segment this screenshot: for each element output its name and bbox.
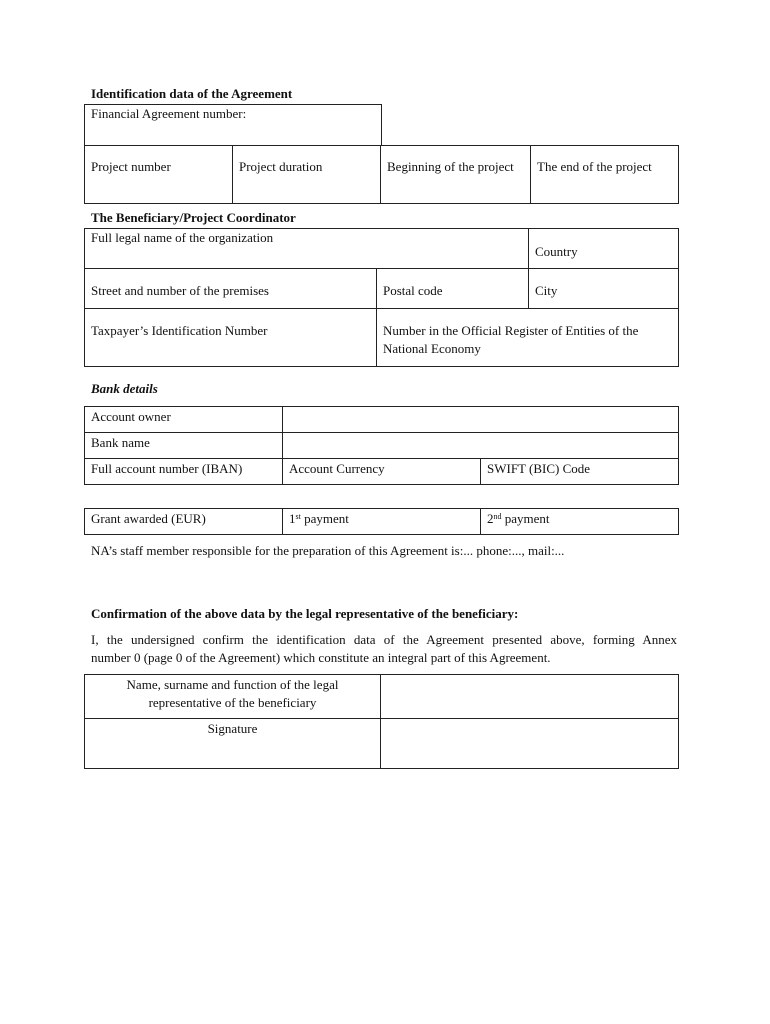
postal-code-label: Postal code bbox=[383, 283, 443, 298]
financial-agreement-number-cell[interactable] bbox=[85, 105, 382, 146]
confirmation-line-1: I, the undersigned confirm the identification data of the Agreement presented above, forming Annex bbox=[91, 632, 677, 647]
bank-name-label: Bank name bbox=[91, 435, 150, 450]
name-label-cell bbox=[85, 675, 381, 719]
confirmation-paragraph bbox=[91, 631, 677, 667]
grant-awarded-cell[interactable] bbox=[85, 509, 283, 535]
project-number-cell[interactable] bbox=[85, 146, 233, 204]
first-payment-number: 1 bbox=[289, 511, 296, 526]
account-owner-value-cell[interactable] bbox=[283, 407, 679, 433]
signature-value-cell[interactable] bbox=[381, 719, 679, 769]
project-table bbox=[84, 145, 679, 204]
project-beginning-label: Beginning of the project bbox=[387, 159, 514, 174]
official-register-label: Number in the Official Register of Entities of the National Economy bbox=[383, 323, 639, 356]
project-end-cell[interactable] bbox=[531, 146, 679, 204]
full-legal-name-label: Full legal name of the organization bbox=[91, 230, 274, 245]
bank-details-title: Bank details bbox=[91, 381, 158, 396]
street-cell[interactable] bbox=[85, 269, 377, 309]
country-cell[interactable] bbox=[529, 229, 679, 269]
city-label: City bbox=[535, 283, 558, 298]
agreement-number-table bbox=[84, 104, 382, 146]
street-label: Street and number of the premises bbox=[91, 283, 269, 298]
bank-table bbox=[84, 406, 679, 485]
bank-name-value-cell[interactable] bbox=[283, 433, 679, 459]
taxpayer-id-cell[interactable] bbox=[85, 309, 377, 367]
bank-name-label-cell bbox=[85, 433, 283, 459]
account-number-cell[interactable] bbox=[85, 459, 283, 485]
staff-note: NA’s staff member responsible for the preparation of this Agreement is:... phone:..., mail:... bbox=[91, 543, 565, 558]
second-payment-cell[interactable] bbox=[481, 509, 679, 535]
country-label: Country bbox=[535, 244, 578, 259]
project-end-label: The end of the project bbox=[537, 159, 652, 174]
grant-table bbox=[84, 508, 679, 535]
first-payment-label: payment bbox=[300, 511, 349, 526]
confirmation-line-2: number 0 (page 0 of the Agreement) which constitute an integral part of this Agreement. bbox=[91, 650, 551, 665]
name-surname-function-label: Name, surname and function of the legal representative of the beneficiary bbox=[126, 677, 339, 710]
grant-awarded-label: Grant awarded (EUR) bbox=[91, 511, 206, 526]
beneficiary-table bbox=[84, 228, 679, 367]
account-number-label: Full account number (IBAN) bbox=[91, 461, 243, 476]
signature-label-cell bbox=[85, 719, 381, 769]
second-payment-number: 2 bbox=[487, 511, 494, 526]
project-beginning-cell[interactable] bbox=[381, 146, 531, 204]
second-payment-suffix: nd bbox=[493, 512, 502, 521]
swift-cell[interactable] bbox=[481, 459, 679, 485]
project-duration-cell[interactable] bbox=[233, 146, 381, 204]
financial-agreement-number-label: Financial Agreement number: bbox=[91, 106, 247, 121]
first-payment-suffix: st bbox=[295, 512, 301, 521]
official-register-cell[interactable] bbox=[377, 309, 679, 367]
taxpayer-id-label: Taxpayer’s Identification Number bbox=[91, 323, 268, 338]
account-owner-label-cell bbox=[85, 407, 283, 433]
project-number-label: Project number bbox=[91, 159, 171, 174]
signature-table bbox=[84, 674, 679, 769]
full-legal-name-cell[interactable] bbox=[85, 229, 529, 269]
first-payment-cell[interactable] bbox=[283, 509, 481, 535]
section-identification-title: Identification data of the Agreement bbox=[91, 86, 293, 101]
account-currency-cell[interactable] bbox=[283, 459, 481, 485]
second-payment-label: payment bbox=[501, 511, 550, 526]
confirmation-title: Confirmation of the above data by the legal representative of the beneficiary: bbox=[91, 606, 519, 621]
postal-code-cell[interactable] bbox=[377, 269, 529, 309]
section-beneficiary-title: The Beneficiary/Project Coordinator bbox=[91, 210, 296, 225]
name-value-cell[interactable] bbox=[381, 675, 679, 719]
city-cell[interactable] bbox=[529, 269, 679, 309]
account-currency-label: Account Currency bbox=[289, 461, 385, 476]
project-duration-label: Project duration bbox=[239, 159, 323, 174]
swift-label: SWIFT (BIC) Code bbox=[487, 461, 591, 476]
signature-label: Signature bbox=[207, 721, 258, 736]
account-owner-label: Account owner bbox=[91, 409, 171, 424]
